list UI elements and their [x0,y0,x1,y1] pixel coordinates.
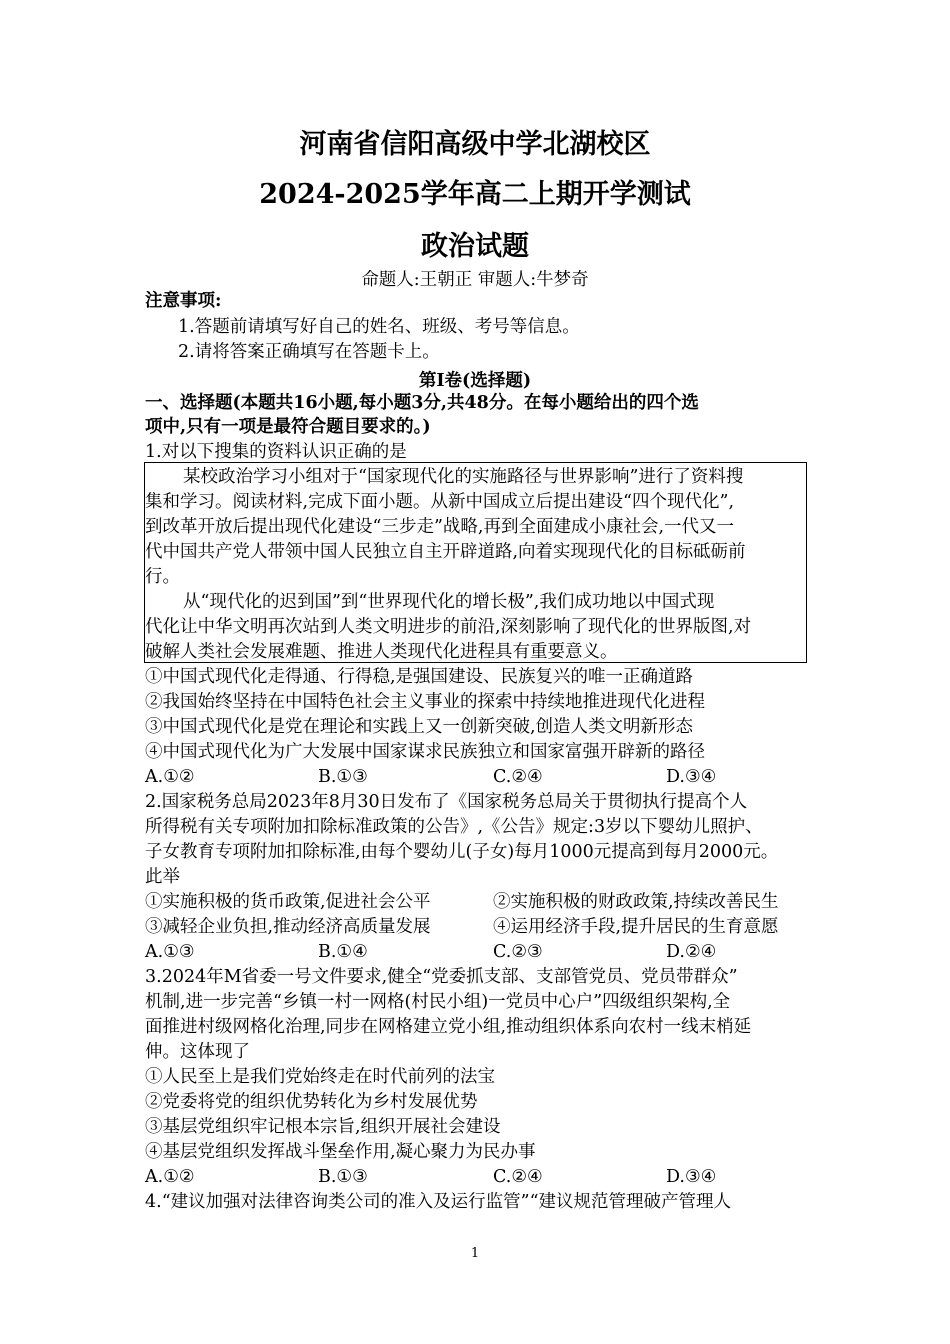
authors-line: 命题人:王朝正 审题人:牛梦奇 [361,270,589,290]
page-number: 1 [470,1246,480,1261]
material-line: 从“现代化的迟到国”到“世界现代化的增长极”,我们成功地以中国式现 [183,592,715,612]
option-c: C.②④ [493,1167,543,1187]
statement: ①人民至上是我们党始终走在时代前列的法宝 [145,1067,495,1087]
material-line: 行。 [145,567,180,587]
option-d: D.③④ [666,1167,717,1187]
option-c: C.②③ [493,942,543,962]
statement: ②我国始终坚持在中国特色社会主义事业的探索中持续地推进现代化进程 [145,692,705,712]
statement: ②实施积极的财政政策,持续改善民生 [493,892,779,912]
statement: ③中国式现代化是党在理论和实践上又一创新突破,创造人类文明新形态 [145,717,694,737]
question-2-stem: 子女教育专项附加扣除标准,由每个婴幼儿(子女)每月1000元提高到每月2000元。 [145,842,779,862]
option-a: A.①② [145,1167,195,1187]
question-2-stem: 2.国家税务总局2023年8月30日发布了《国家税务总局关于贯彻执行提高个人 [145,792,748,812]
option-a: A.①③ [145,942,195,962]
section-instruction: 一、选择题(本题共16小题,每小题3分,共48分。在每小题给出的四个选 [145,393,699,413]
notice-title: 注意事项: [145,291,222,311]
statement: ④基层党组织发挥战斗堡垒作用,凝心聚力为民办事 [145,1142,536,1162]
option-d: D.③④ [666,767,717,787]
statement: ①实施积极的货币政策,促进社会公平 [145,892,431,912]
option-b: B.①③ [318,767,368,787]
subject-title: 政治试题 [421,231,529,262]
school-title: 河南省信阳高级中学北湖校区 [299,129,651,160]
question-3-stem: 面推进村级网格化治理,同步在网格建立党小组,推动组织体系向农村一线末梢延 [145,1017,752,1037]
material-line: 代化让中华文明再次站到人类文明进步的前沿,深刻影响了现代化的世界版图,对 [145,617,752,637]
statement: ③减轻企业负担,推动经济高质量发展 [145,917,431,937]
material-line: 破解人类社会发展难题、推进人类现代化进程具有重要意义。 [145,642,618,662]
question-1-stem: 1.对以下搜集的资料认识正确的是 [145,442,407,462]
question-2-stem: 所得税有关专项附加扣除标准政策的公告》,《公告》规定:3岁以下婴幼儿照护、 [145,817,763,837]
notice-item: 1.答题前请填写好自己的姓名、班级、考号等信息。 [178,317,580,337]
statement: ③基层党组织牢记根本宗旨,组织开展社会建设 [145,1117,501,1137]
notice-item: 2.请将答案正确填写在答题卡上。 [178,342,440,362]
statement: ①中国式现代化走得通、行得稳,是强国建设、民族复兴的唯一正确道路 [145,667,694,687]
exam-title: 2024-2025学年高二上期开学测试 [259,179,691,210]
statement: ④中国式现代化为广大发展中国家谋求民族独立和国家富强开辟新的路径 [145,742,705,762]
question-2-stem: 此举 [145,867,180,887]
part-title: 第I卷(选择题) [418,371,532,391]
option-a: A.①② [145,767,195,787]
option-c: C.②④ [493,767,543,787]
statement: ②党委将党的组织优势转化为乡村发展优势 [145,1092,478,1112]
question-4-stem: 4.“建议加强对法律咨询类公司的准入及运行监管”“建议规范管理破产管理人 [145,1192,732,1212]
material-line: 到改革开放后提出现代化建设“三步走”战略,再到全面建成小康社会,一代又一 [145,517,735,537]
material-line: 代中国共产党人带领中国人民独立自主开辟道路,向着实现现代化的目标砥砺前 [145,542,746,562]
material-line: 集和学习。阅读材料,完成下面小题。从新中国成立后提出建设“四个现代化”, [145,492,735,512]
question-3-stem: 机制,进一步完善“乡镇一村一网格(村民小组)一党员中心户”四级组织架构,全 [145,992,731,1012]
option-d: D.②④ [666,942,717,962]
section-instruction: 项中,只有一项是最符合题目要求的。) [145,417,431,437]
material-line: 某校政治学习小组对于“国家现代化的实施路径与世界影响”进行了资料搜 [183,467,744,487]
option-b: B.①③ [318,1167,368,1187]
question-3-stem: 伸。这体现了 [145,1042,250,1062]
statement: ④运用经济手段,提升居民的生育意愿 [493,917,779,937]
option-b: B.①④ [318,942,368,962]
question-3-stem: 3.2024年M省委一号文件要求,健全“党委抓支部、支部管党员、党员带群众” [145,967,738,987]
